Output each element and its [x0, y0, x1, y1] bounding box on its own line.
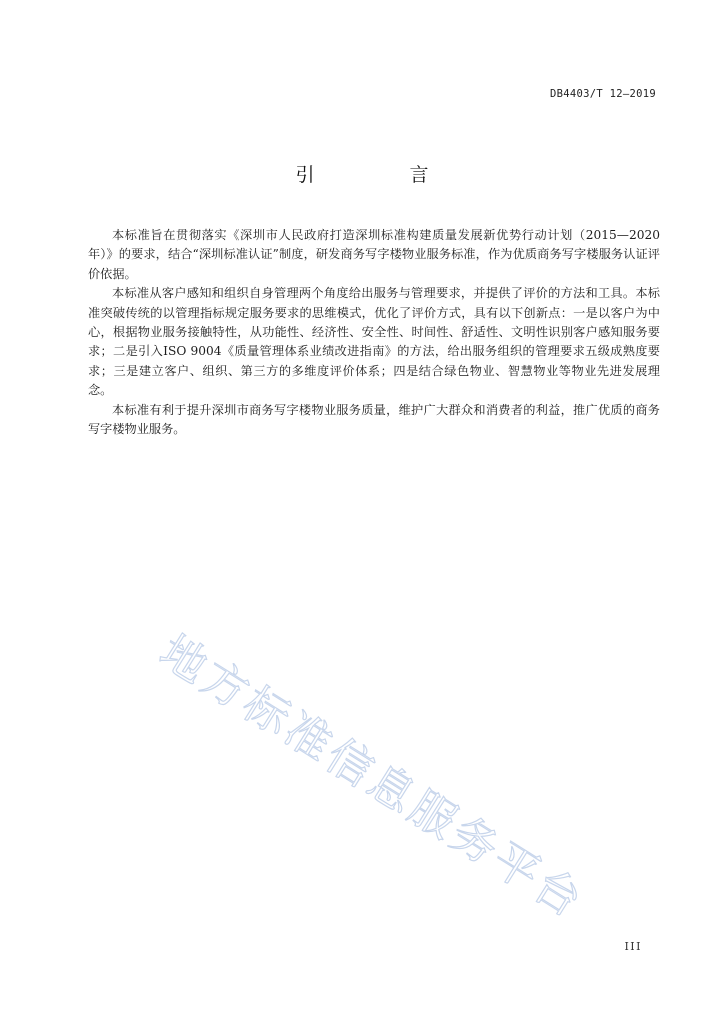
page-title: 引 言 — [295, 164, 467, 186]
paragraph-2: 本标准从客户感知和组织自身管理两个角度给出服务与管理要求，并提供了评价的方法和工具。本标准突破传统的以管理指标规定服务要求的思维模式，优化了评价方式，具有以下创新点：一是以客户为中心，根据物业服务接触特性，从功能性、经济性、安全性、时间性、舒适性、文明性识别客户感知服务要求；二是引入ISO 9004《质量管理体系业绩改进指南》的方法，给出服务组织的管理要求五级成熟度要求；三是建立客户、组织、第三方的多维度评价体系；四是结合绿色物业、智慧物业等物业先进发展理念。 — [88, 286, 660, 398]
introduction-body — [88, 226, 660, 439]
paragraph-1: 本标准旨在贯彻落实《深圳市人民政府打造深圳标准构建质量发展新优势行动计划（2015—2020年）》的要求，结合“深圳标准认证”制度，研发商务写字楼物业服务标准，作为优质商务写字楼服务认证评价依据。 — [88, 228, 660, 281]
paragraph-3: 本标准有利于提升深圳市商务写字楼物业服务质量，维护广大群众和消费者的利益，推广优质的商务写字楼物业服务。 — [88, 402, 660, 437]
watermark-text: 地方标准信息服务平台 — [150, 624, 595, 930]
standard-code: DB4403/T 12—2019 — [550, 88, 656, 100]
page-number: III — [624, 940, 642, 953]
